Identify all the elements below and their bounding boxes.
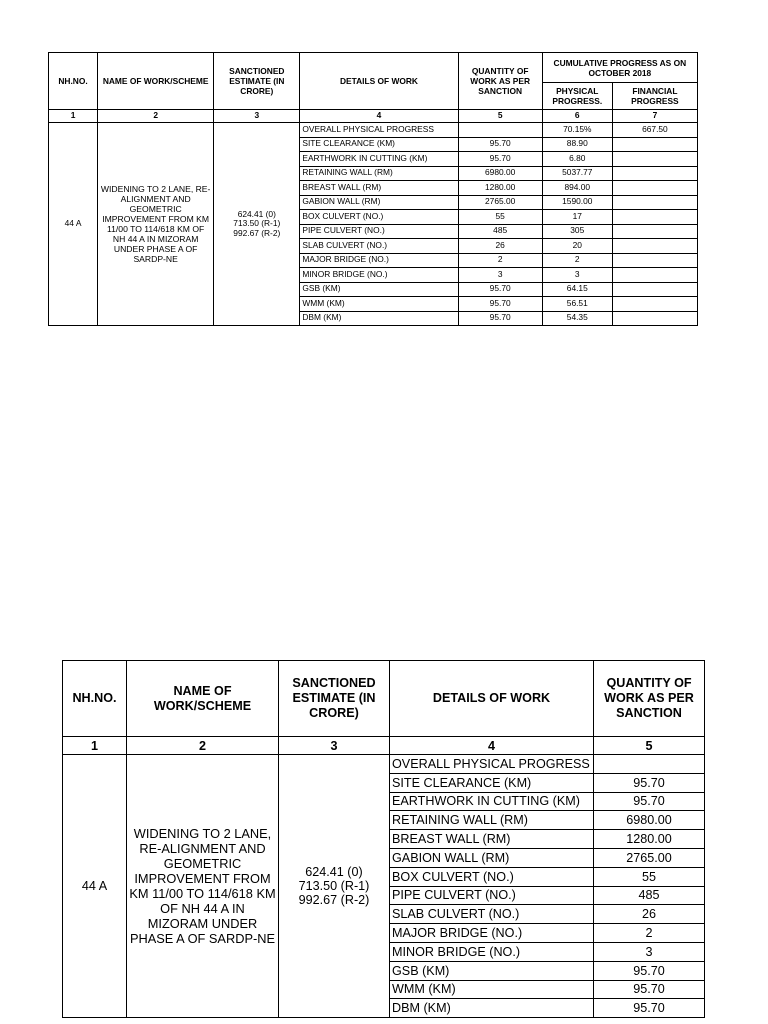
physical-cell: 305 [542,224,612,239]
detail-cell: RETAINING WALL (RM) [390,811,594,830]
col-number: 1 [63,737,127,755]
detail-cell: OVERALL PHYSICAL PROGRESS [390,755,594,774]
header-nh-no: NH.NO. [63,661,127,737]
quantity-cell: 95.70 [594,792,705,811]
financial-cell [612,297,697,312]
col-number: 4 [390,737,594,755]
physical-cell: 6.80 [542,152,612,167]
table-row [63,755,705,774]
quantity-cell: 95.70 [594,773,705,792]
header-sanctioned-estimate: SANCTIONED ESTIMATE (IN CRORE) [214,53,300,110]
quantity-cell: 95.70 [458,137,542,152]
quantity-cell: 95.70 [458,297,542,312]
detail-cell: MAJOR BRIDGE (NO.) [300,253,458,268]
quantity-cell: 95.70 [458,282,542,297]
estimate-revision-2: 992.67 (R-2) [298,893,370,908]
header-quantity: QUANTITY OF WORK AS PER SANCTION [594,661,705,737]
quantity-cell: 55 [594,867,705,886]
quantity-cell: 2 [458,253,542,268]
detail-cell: MINOR BRIDGE (NO.) [300,268,458,283]
quantity-cell: 95.70 [458,311,542,326]
physical-cell: 56.51 [542,297,612,312]
quantity-cell: 95.70 [594,980,705,999]
quantity-cell: 2765.00 [458,195,542,210]
quantity-cell: 1280.00 [458,181,542,196]
quantity-cell [594,755,705,774]
financial-cell [612,181,697,196]
detail-cell: MINOR BRIDGE (NO.) [390,942,594,961]
header-cumulative-progress: CUMULATIVE PROGRESS AS ON OCTOBER 2018 [542,53,697,83]
col-number: 5 [458,110,542,123]
col-number: 7 [612,110,697,123]
quantity-cell: 26 [458,239,542,254]
col-number: 1 [49,110,98,123]
quantity-cell: 3 [458,268,542,283]
sanctioned-estimate-cell [214,123,300,326]
financial-cell [612,311,697,326]
detail-cell: GABION WALL (RM) [300,195,458,210]
financial-cell [612,282,697,297]
detail-cell: EARTHWORK IN CUTTING (KM) [300,152,458,167]
column-number-row [49,110,698,123]
financial-cell [612,224,697,239]
financial-cell [612,253,697,268]
estimate-revision-2: 992.67 (R-2) [233,227,281,238]
quantity-cell: 485 [594,886,705,905]
column-number-row [63,737,705,755]
physical-cell: 20 [542,239,612,254]
scheme-name-cell: WIDENING TO 2 LANE, RE-ALIGNMENT AND GEOMETRIC IMPROVEMENT FROM KM 11/00 TO 114/618 KM OF NH 44 A IN MIZORAM UNDER PHASE A OF SARDP-NE [127,755,279,1018]
col-number: 5 [594,737,705,755]
quantity-cell: 2 [594,924,705,943]
estimate-revision-1: 713.50 (R-1) [298,879,370,894]
header-sanctioned-estimate: SANCTIONED ESTIMATE (IN CRORE) [279,661,390,737]
col-number: 6 [542,110,612,123]
header-details-of-work: DETAILS OF WORK [300,53,458,110]
physical-cell: 88.90 [542,137,612,152]
detail-cell: BOX CULVERT (NO.) [300,210,458,225]
col-number: 4 [300,110,458,123]
detail-cell: EARTHWORK IN CUTTING (KM) [390,792,594,811]
detail-cell: OVERALL PHYSICAL PROGRESS [300,123,458,138]
detail-cell: BOX CULVERT (NO.) [390,867,594,886]
detail-cell: RETAINING WALL (RM) [300,166,458,181]
detail-cell: SITE CLEARANCE (KM) [300,137,458,152]
quantity-cell: 95.70 [594,999,705,1018]
detail-cell: BREAST WALL (RM) [390,830,594,849]
header-name-of-work: NAME OF WORK/SCHEME [98,53,214,110]
physical-cell: 17 [542,210,612,225]
table-row [49,123,698,138]
quantity-cell: 95.70 [458,152,542,167]
detail-cell: SITE CLEARANCE (KM) [390,773,594,792]
col-number: 3 [214,110,300,123]
detail-cell: DBM (KM) [390,999,594,1018]
scheme-name-cell: WIDENING TO 2 LANE, RE-ALIGNMENT AND GEOMETRIC IMPROVEMENT FROM KM 11/00 TO 114/618 KM OF NH 44 A IN MIZORAM UNDER PHASE A OF SARDP-NE [98,123,214,326]
physical-cell: 894.00 [542,181,612,196]
physical-cell: 3 [542,268,612,283]
financial-cell [612,239,697,254]
detail-cell: SLAB CULVERT (NO.) [390,905,594,924]
physical-cell: 54.35 [542,311,612,326]
zoomed-table-crop [62,660,706,1024]
financial-cell [612,268,697,283]
detail-cell: GSB (KM) [300,282,458,297]
nh-number-cell: 44 A [63,755,127,1018]
quantity-cell: 95.70 [594,961,705,980]
quantity-cell: 1280.00 [594,830,705,849]
quantity-cell: 55 [458,210,542,225]
estimate-original: 624.41 (0) [237,208,276,219]
financial-cell [612,195,697,210]
header-physical-progress: PHYSICAL PROGRESS. [542,83,612,110]
financial-cell: 667.50 [612,123,697,138]
detail-cell: PIPE CULVERT (NO.) [300,224,458,239]
physical-cell: 2 [542,253,612,268]
financial-cell [612,137,697,152]
quantity-cell: 485 [458,224,542,239]
detail-cell: MAJOR BRIDGE (NO.) [390,924,594,943]
physical-cell: 70.15% [542,123,612,138]
estimate-revision-1: 713.50 (R-1) [233,218,281,229]
nh-number-cell: 44 A [49,123,98,326]
progress-table-zoomed [62,660,705,1018]
physical-cell: 64.15 [542,282,612,297]
header-details-of-work: DETAILS OF WORK [390,661,594,737]
progress-table-full [48,52,698,326]
physical-cell: 1590.00 [542,195,612,210]
header-quantity: QUANTITY OF WORK AS PER SANCTION [458,53,542,110]
financial-cell [612,166,697,181]
sanctioned-estimate-cell [279,755,390,1018]
quantity-cell: 3 [594,942,705,961]
detail-cell: BREAST WALL (RM) [300,181,458,196]
quantity-cell: 6980.00 [458,166,542,181]
financial-cell [612,152,697,167]
col-number: 2 [127,737,279,755]
header-financial-progress: FINANCIAL PROGRESS [612,83,697,110]
quantity-cell: 2765.00 [594,848,705,867]
detail-cell: SLAB CULVERT (NO.) [300,239,458,254]
detail-cell: GABION WALL (RM) [390,848,594,867]
col-number: 2 [98,110,214,123]
header-nh-no: NH.NO. [49,53,98,110]
detail-cell: WMM (KM) [300,297,458,312]
detail-cell: WMM (KM) [390,980,594,999]
detail-cell: PIPE CULVERT (NO.) [390,886,594,905]
financial-cell [612,210,697,225]
header-name-of-work: NAME OF WORK/SCHEME [127,661,279,737]
quantity-cell: 6980.00 [594,811,705,830]
quantity-cell [458,123,542,138]
physical-cell: 5037.77 [542,166,612,181]
detail-cell: GSB (KM) [390,961,594,980]
col-number: 3 [279,737,390,755]
quantity-cell: 26 [594,905,705,924]
estimate-original: 624.41 (0) [305,865,363,880]
detail-cell: DBM (KM) [300,311,458,326]
